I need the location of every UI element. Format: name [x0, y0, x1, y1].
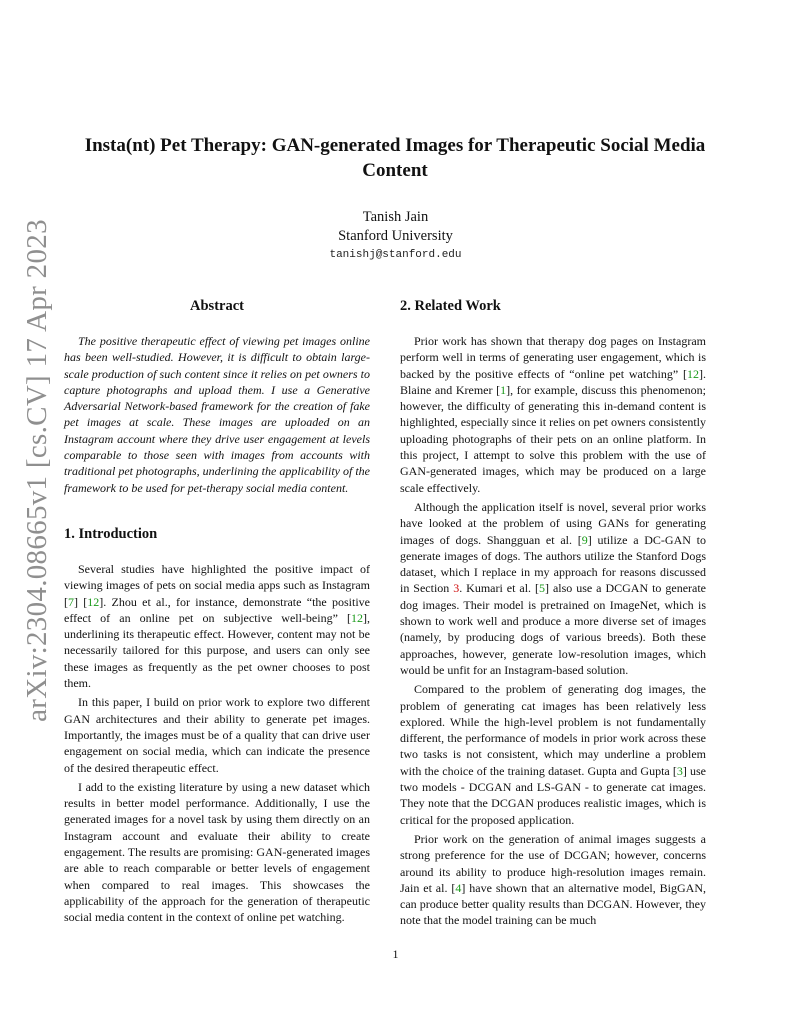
- introduction-heading: 1. Introduction: [64, 525, 158, 542]
- author-affiliation: Stanford University: [338, 228, 453, 244]
- citation-link[interactable]: 12: [87, 594, 100, 609]
- abstract-text: The positive therapeutic effect of viewing pet images online has been well-studied. However, it is difficult to obtain large-scale production of such content since it relies on pet owners to capture photographs and upload them. I use a Generative Adversarial Network-based framework for the creation of fake pet images at scale. These images are uploaded on an Instagram account where they drive user engagement at levels comparable to those seen with images from accounts with traditional pet photographs, underlining the applicability of the framework to be used for pet-therapy social media content.: [64, 334, 370, 495]
- citation-link[interactable]: 3: [676, 763, 683, 778]
- intro-paragraph-3: I add to the existing literature by using a new dataset which results in better model performance. Additionally, I use the generated images for a novel task by using them directly on an Instagram account and evaluate their ability to create engagement. The results are promising: GAN-generated images are able to reach comparable or better levels of engagement when compared to real images. This showcases the applicability of the approach for the generation of therapeutic social media content in the context of online pet watching.: [64, 779, 371, 925]
- citation-link[interactable]: 4: [455, 880, 462, 895]
- author-email[interactable]: tanishj@stanford.edu: [329, 249, 462, 261]
- intro-paragraph-2: In this paper, I build on prior work to explore two different GAN architectures and their ability to generate pet images. Importantly, the images must be of a quality that can drive user engagement on social media, which can indicate the presence of the desired therapeutic effect.: [64, 695, 370, 775]
- left-column: [64, 296, 370, 929]
- related-paragraph-2: Although the application itself is novel, several prior works have looked at the problem of using GANs for generating images of dogs. Shangguan et al. [9] utilize a DC-GAN to generate images of dogs. The authors utilize the Stanford Dogs dataset, which I replace in my approach for reasons discussed in Section 3. Kumari et al. [5] also use a DCGAN to generate dog images. Their model is pretrained on ImageNet, which is shown to work well and produce a more diverse set of images (namely, by producing dogs of various breeds). Both these approaches, however, generate low-resolution images, which would be unfit for an Instagram-based solution.: [400, 499, 706, 677]
- page-number: 1: [392, 947, 399, 961]
- related-work-heading: 2. Related Work: [400, 298, 501, 314]
- author-name: Tanish Jain: [362, 209, 429, 225]
- section-ref-link[interactable]: 3: [453, 581, 460, 596]
- abstract-heading: Abstract: [190, 298, 244, 314]
- paper-title: Insta(nt) Pet Therapy: GAN-generated Images for Therapeutic Social Media Content: [84, 135, 706, 181]
- citation-link[interactable]: 9: [581, 532, 588, 547]
- citation-link[interactable]: 12: [351, 610, 363, 625]
- intro-paragraph-1: Several studies have highlighted the positive impact of viewing images of pets on social media apps such as Instagram [7] [12]. Zhou et al., for instance, demonstrate “the positive effect of an online pet on subjective well-being” [12], underlining its therapeutic effect. However, content may not be necessarily tailored for this purpose, and users can only see these images as frequently as the pet owner chooses to post them.: [64, 561, 370, 691]
- citation-link[interactable]: 1: [500, 382, 507, 397]
- arxiv-identifier: [12, 218, 62, 722]
- arxiv-id-text: arXiv:2304.08665v1 [cs.CV] 17 Apr 2023: [20, 218, 53, 722]
- citation-link[interactable]: 7: [68, 594, 74, 609]
- abstract-section: [64, 296, 370, 496]
- right-column: [400, 296, 706, 932]
- citation-link[interactable]: 5: [539, 581, 546, 596]
- related-paragraph-1: Prior work has shown that therapy dog pages on Instagram perform well in terms of generating user engagement, which is backed by the positive effects of “online pet watching” [12]. Blaine and Kremer [1], for example, discuss this phenomenon; however, the difficulty of generating this in-demand content is highlighted, especially since it relies on pet owners consistently uploading photographs of their pets on an online platform. In this project, I attempt to solve this problem with the use of GAN-generated images, which may be produced on a large scale effectively.: [400, 334, 706, 495]
- related-paragraph-4: Prior work on the generation of animal images suggests a strong preference for the use of DCGAN; however, concerns around its ability to produce high-resolution images remain. Jain et al. [4] have shown that an alternative model, BigGAN, can produce better quality results than DCGAN. However, they note that the model training can be much: [400, 831, 706, 928]
- citation-link[interactable]: 12: [687, 366, 699, 381]
- related-paragraph-3: Compared to the problem of generating dog images, the problem of generating cat images has been relatively less explored. While the high-level problem is not fundamentally different, the performance of models in prior work across these two tasks is not consistent, which may underline a problem with the choice of the training dataset. Gupta and Gupta [3] use two models - DCGAN and LS-GAN - to generate cat images. They note that the DCGAN produces realistic images, which is critical for the proposed application.: [400, 682, 706, 827]
- introduction-section: [64, 524, 370, 926]
